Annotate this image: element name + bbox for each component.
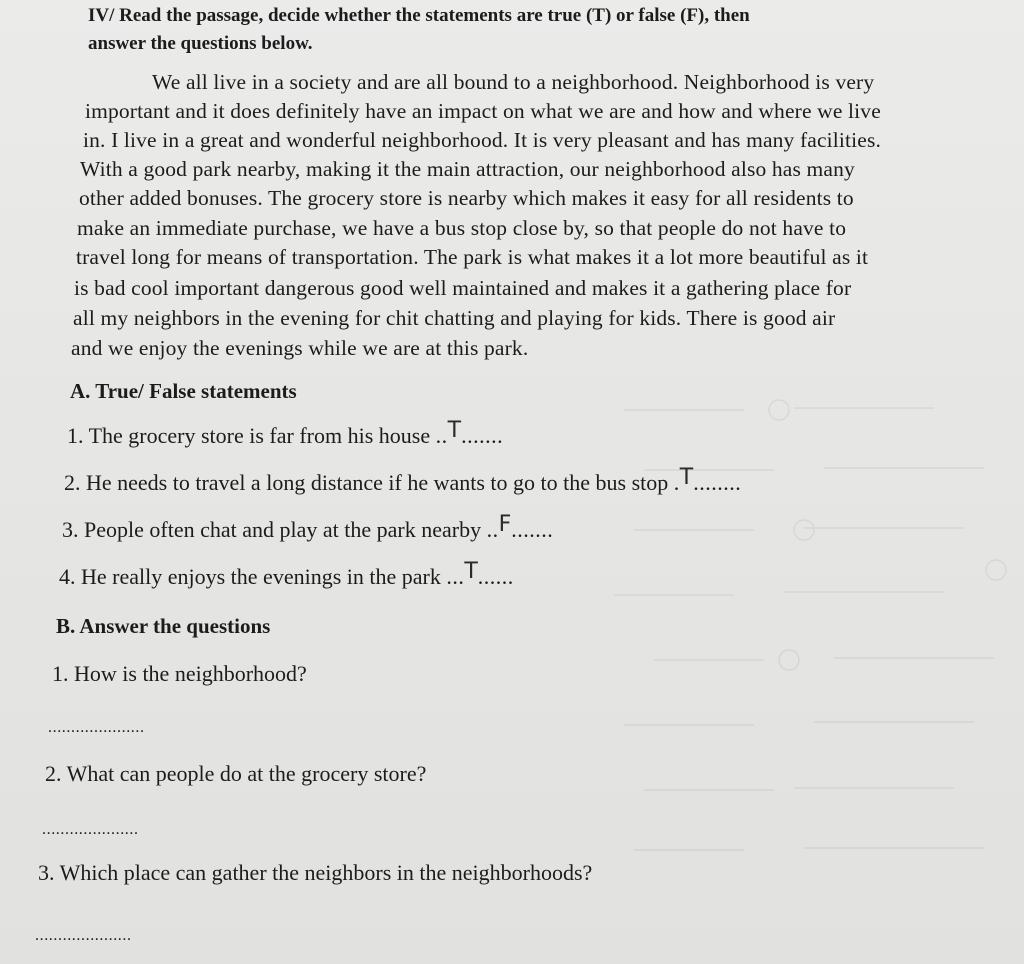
answer-dots: ...... <box>477 564 514 589</box>
exercise-heading-line2: answer the questions below. <box>88 33 313 54</box>
answer-dots: .. <box>486 517 499 542</box>
passage-line: With a good park nearby, making it the main attraction, our neighborhood also has many <box>80 157 855 181</box>
answer-dots: ....... <box>511 517 554 542</box>
passage-line: is bad cool important dangerous good well maintained and makes it a gathering place for <box>74 276 852 300</box>
passage-line: We all live in a society and are all bound to a neighborhood. Neighborhood is very <box>152 70 875 94</box>
passage-line: travel long for means of transportation. The park is what makes it a lot more beautiful as it <box>76 245 869 269</box>
section-b-title: B. Answer the questions <box>56 614 271 638</box>
statement-text: 2. He needs to travel a long distance if he wants to go to the bus stop <box>64 470 669 495</box>
answer-dots: ........ <box>693 470 742 495</box>
passage-line: all my neighbors in the evening for chit chatting and playing for kids. There is good air <box>73 306 836 330</box>
question-text: 3. Which place can gather the neighbors in the neighborhoods? <box>38 860 593 885</box>
statement-text: 4. He really enjoys the evenings in the park <box>59 564 441 589</box>
passage-line: in. I live in a great and wonderful neighborhood. It is very pleasant and has many facilities. <box>83 128 882 152</box>
answer-dots: . <box>673 470 680 495</box>
handwritten-answer[interactable]: F <box>498 512 512 537</box>
answer-blank[interactable]: ..................... <box>35 927 132 944</box>
handwritten-answer[interactable]: T <box>679 465 694 490</box>
exercise-heading-line1: IV/ Read the passage, decide whether the statements are true (T) or false (F), then <box>88 5 750 26</box>
true-false-statement <box>59 559 514 589</box>
answer-dots: ... <box>446 564 465 589</box>
passage-line: make an immediate purchase, we have a bus stop close by, so that people do not have to <box>77 216 847 240</box>
statement-text: 3. People often chat and play at the park nearby <box>62 517 482 542</box>
answer-dots: .. <box>435 423 448 448</box>
handwritten-answer[interactable]: T <box>464 559 478 584</box>
passage-line: and we enjoy the evenings while we are at this park. <box>71 336 529 360</box>
question-text: 1. How is the neighborhood? <box>52 661 307 686</box>
statement-text: 1. The grocery store is far from his house <box>67 423 431 448</box>
answer-dots: ....... <box>461 423 504 448</box>
answer-blank[interactable]: ..................... <box>42 821 139 838</box>
handwritten-answer[interactable]: T <box>447 418 462 443</box>
question-text: 2. What can people do at the grocery store? <box>45 761 427 786</box>
section-a-title: A. True/ False statements <box>70 379 297 403</box>
true-false-statement <box>62 512 554 542</box>
bleed-through-texture <box>604 380 1024 940</box>
true-false-statement <box>64 465 742 495</box>
passage-line: important and it does definitely have an impact on what we are and how and where we live <box>85 99 881 123</box>
passage-line: other added bonuses. The grocery store is nearby which makes it easy for all residents to <box>79 186 854 210</box>
true-false-statement <box>67 418 504 448</box>
answer-blank[interactable]: ..................... <box>48 719 145 736</box>
